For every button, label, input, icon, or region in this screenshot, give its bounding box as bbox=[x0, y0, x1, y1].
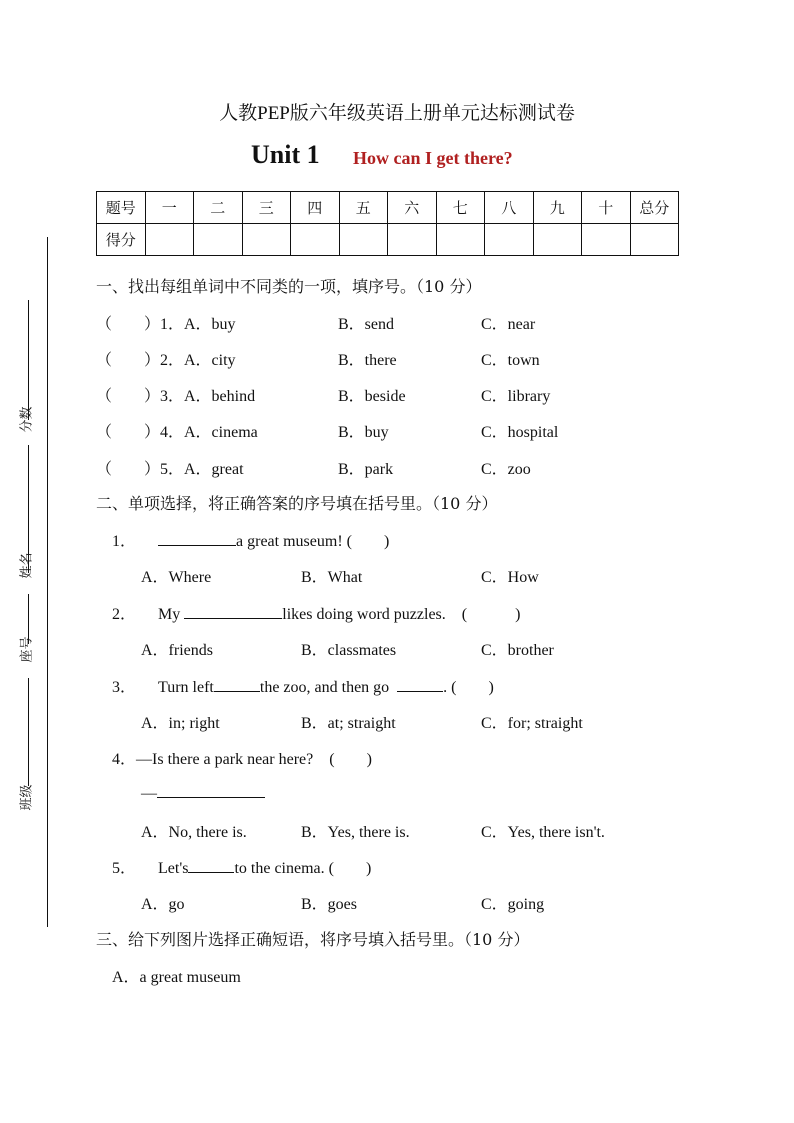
table-cell: 七 bbox=[436, 192, 485, 224]
s1-item4-b: B．buy bbox=[338, 424, 389, 441]
s2-q2-c: C．brother bbox=[481, 642, 554, 659]
question-text: likes doing word puzzles. ( ) bbox=[282, 606, 521, 623]
score-cell[interactable] bbox=[436, 224, 485, 256]
table-cell: 四 bbox=[291, 192, 340, 224]
score-table-header-row bbox=[97, 192, 679, 224]
unit-subtitle: How can I get there? bbox=[353, 148, 513, 168]
s2-q4-a: A．No, there is. bbox=[141, 824, 247, 841]
table-cell: 五 bbox=[339, 192, 388, 224]
s2-q5-c: C．going bbox=[481, 896, 545, 913]
table-cell: 得分 bbox=[97, 224, 146, 256]
table-cell: 八 bbox=[485, 192, 534, 224]
s2-q4-b: B．Yes, there is. bbox=[301, 824, 410, 841]
unit-label: Unit 1 bbox=[251, 140, 320, 169]
s2-q4-response bbox=[141, 783, 265, 803]
s1-item4-num[interactable]: （ ）4．A．cinema bbox=[96, 424, 258, 441]
answer-blank[interactable] bbox=[188, 858, 234, 873]
score-cell[interactable] bbox=[194, 224, 243, 256]
table-cell: 一 bbox=[145, 192, 194, 224]
score-cell[interactable] bbox=[145, 224, 194, 256]
answer-blank[interactable] bbox=[184, 604, 282, 619]
s1-item2-num[interactable]: （ ）2．A．city bbox=[96, 352, 236, 369]
answer-blank[interactable] bbox=[397, 677, 443, 692]
question-text: a great museum! ( ) bbox=[236, 533, 390, 550]
score-cell[interactable] bbox=[291, 224, 340, 256]
score-table-score-row bbox=[97, 224, 679, 256]
binding-line bbox=[47, 237, 48, 927]
side-label-seat: 座号 bbox=[19, 636, 35, 663]
dash: — bbox=[141, 785, 157, 802]
table-cell: 题号 bbox=[97, 192, 146, 224]
question-text: —Is there a park near here? ( ) bbox=[136, 751, 372, 768]
s2-q2 bbox=[112, 601, 520, 624]
score-cell[interactable] bbox=[533, 224, 582, 256]
question-text: to the cinema. ( ) bbox=[234, 860, 372, 877]
s1-item5-b: B．park bbox=[338, 461, 394, 478]
question-text: . ( ) bbox=[443, 679, 494, 696]
side-label-score: 分数 bbox=[19, 406, 35, 433]
s2-q5-b: B．goes bbox=[301, 896, 358, 913]
question-number: 3． bbox=[112, 679, 137, 696]
s1-item4-c: C．hospital bbox=[481, 424, 559, 441]
s2-q1-b: B．What bbox=[301, 569, 363, 586]
s1-item3-b: B．beside bbox=[338, 388, 406, 405]
score-cell[interactable] bbox=[242, 224, 291, 256]
section1-heading: 一、找出每组单词中不同类的一项，填序号。（10 分） bbox=[96, 277, 482, 296]
score-table bbox=[96, 191, 679, 256]
question-number: 2． bbox=[112, 606, 137, 623]
section3-heading: 三、给下列图片选择正确短语，将序号填入括号里。（10 分） bbox=[96, 930, 530, 949]
section2-heading: 二、单项选择，将正确答案的序号填在括号里。（10 分） bbox=[96, 494, 498, 513]
s1-item5-c: C．zoo bbox=[481, 461, 531, 478]
table-cell: 三 bbox=[242, 192, 291, 224]
s2-q1-c: C．How bbox=[481, 569, 539, 586]
s2-q1-a: A．Where bbox=[141, 569, 212, 586]
score-cell[interactable] bbox=[339, 224, 388, 256]
page-title: 人教PEP版六年级英语上册单元达标测试卷 bbox=[219, 103, 575, 124]
question-text-pre: Turn left bbox=[158, 679, 214, 696]
question-text-pre: My bbox=[158, 606, 181, 623]
s2-q2-a: A．friends bbox=[141, 642, 213, 659]
table-cell: 六 bbox=[388, 192, 437, 224]
s3-item-a: A．a great museum bbox=[112, 969, 241, 986]
s1-item1-num[interactable]: （ ）1．A．buy bbox=[96, 316, 236, 333]
class-blank-line bbox=[28, 678, 29, 786]
question-number: 4． bbox=[112, 751, 137, 768]
s2-q3-b: B．at; straight bbox=[301, 715, 396, 732]
s2-q2-b: B．classmates bbox=[301, 642, 397, 659]
score-cell[interactable] bbox=[630, 224, 679, 256]
question-text-pre: Let's bbox=[158, 860, 189, 877]
s2-q3-c: C．for; straight bbox=[481, 715, 583, 732]
table-cell: 总分 bbox=[630, 192, 679, 224]
s1-item2-b: B．there bbox=[338, 352, 397, 369]
s2-q4 bbox=[112, 746, 372, 769]
side-label-class: 班级 bbox=[19, 784, 35, 811]
score-cell[interactable] bbox=[582, 224, 631, 256]
s1-item1-b: B．send bbox=[338, 316, 395, 333]
answer-blank[interactable] bbox=[158, 531, 236, 546]
table-cell: 九 bbox=[533, 192, 582, 224]
score-cell[interactable] bbox=[388, 224, 437, 256]
side-label-name: 姓名 bbox=[19, 552, 35, 579]
s2-q5-a: A．go bbox=[141, 896, 185, 913]
answer-blank[interactable] bbox=[157, 783, 265, 798]
question-number: 5． bbox=[112, 860, 137, 877]
s2-q4-c: C．Yes, there isn't. bbox=[481, 824, 605, 841]
question-number: 1． bbox=[112, 533, 137, 550]
s1-item1-c: C．near bbox=[481, 316, 536, 333]
answer-blank[interactable] bbox=[214, 677, 260, 692]
s2-q1 bbox=[112, 528, 389, 551]
s2-q5 bbox=[112, 855, 371, 878]
s1-item3-c: C．library bbox=[481, 388, 551, 405]
s1-item2-c: C．town bbox=[481, 352, 540, 369]
table-cell: 十 bbox=[582, 192, 631, 224]
table-cell: 二 bbox=[194, 192, 243, 224]
s1-item5-num[interactable]: （ ）5．A．great bbox=[96, 461, 244, 478]
s2-q3 bbox=[112, 674, 494, 697]
score-blank-line bbox=[28, 300, 29, 420]
s2-q3-a: A．in; right bbox=[141, 715, 220, 732]
s1-item3-num[interactable]: （ ）3．A．behind bbox=[96, 388, 256, 405]
score-cell[interactable] bbox=[485, 224, 534, 256]
question-text-mid: the zoo, and then go bbox=[259, 679, 390, 696]
